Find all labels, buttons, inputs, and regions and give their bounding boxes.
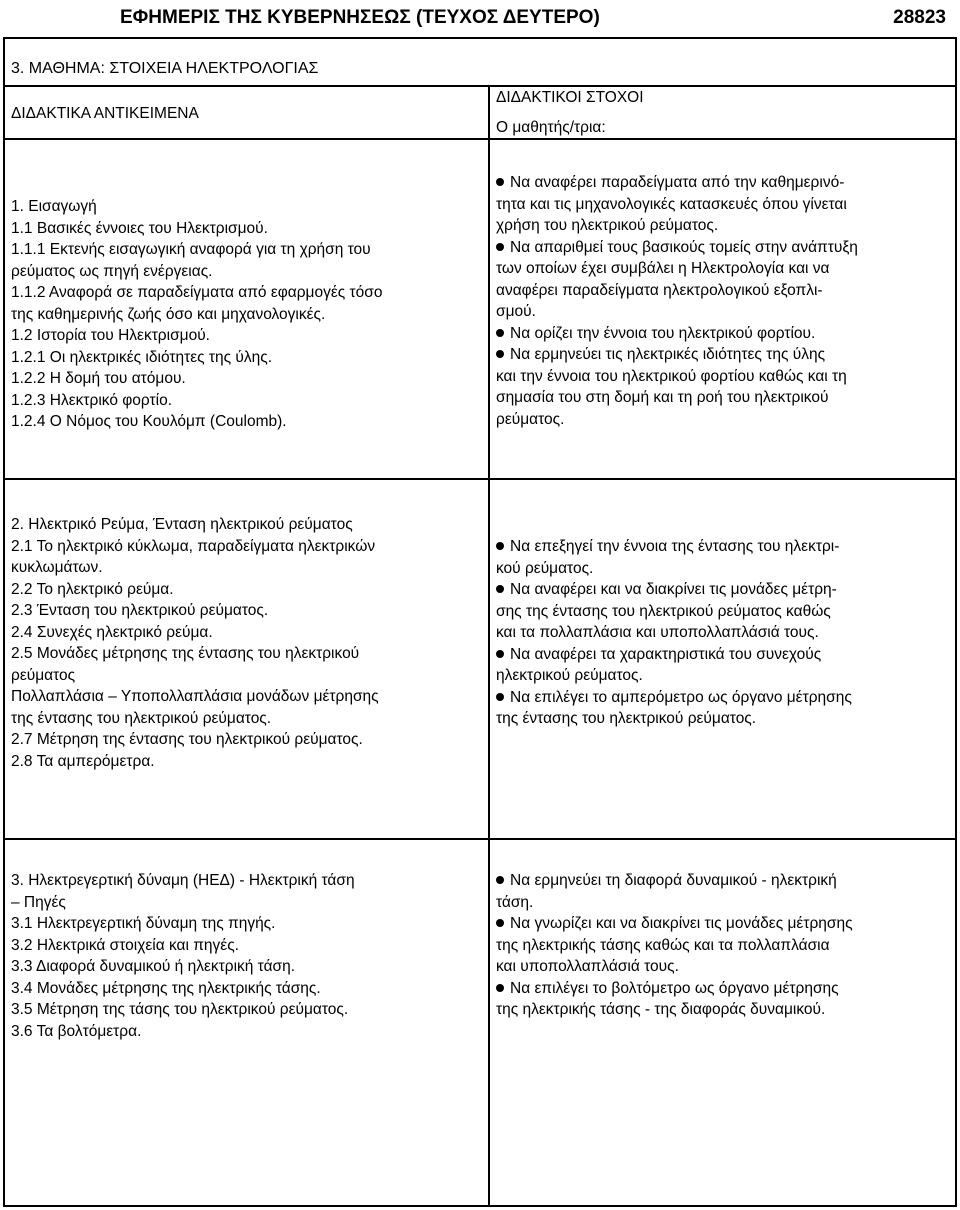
section-1-objectives-cell bbox=[489, 139, 956, 479]
objective-line bbox=[496, 708, 949, 730]
objective-text: της έντασης του ηλεκτρικού ρεύματος. bbox=[496, 710, 757, 727]
objective-text: των οποίων έχει συμβάλει η Ηλεκτρολογία και να bbox=[496, 260, 830, 277]
content-line: 2.2 Το ηλεκτρικό ρεύμα. bbox=[11, 580, 174, 598]
objective-text: Να αναφέρει τα χαρακτηριστικά του συνεχούς bbox=[510, 645, 822, 663]
content-line: 2.7 Μέτρηση της έντασης του ηλεκτρικού ρεύματος. bbox=[11, 731, 363, 748]
objective-line bbox=[496, 892, 949, 914]
objective-line bbox=[496, 978, 949, 1000]
objective-text: σμού. bbox=[496, 303, 536, 320]
objective-text: ρεύματος. bbox=[496, 410, 565, 428]
bullet-icon bbox=[496, 243, 504, 251]
page-number: 28823 bbox=[893, 7, 946, 28]
section-1-objectives bbox=[490, 140, 955, 430]
objective-text: Να επιλέγει το αμπερόμετρο ως όργανο μέτρησης bbox=[510, 688, 852, 706]
objective-line bbox=[496, 622, 949, 644]
objective-line bbox=[496, 366, 949, 388]
objective-text: και υποπολλαπλάσιά τους. bbox=[496, 958, 679, 975]
objective-line bbox=[496, 280, 949, 302]
content-line: 1.2.2 Η δομή του ατόμου. bbox=[11, 370, 186, 387]
left-heading-cell bbox=[4, 86, 489, 139]
objective-text: Να επεξηγεί την έννοια της έντασης του ηλεκτρι- bbox=[510, 538, 840, 555]
objective-line bbox=[496, 323, 949, 345]
left-column-heading: ΔΙΔΑΚΤΙΚΑ ΑΝΤΙΚΕΙΜΕΝΑ bbox=[11, 105, 199, 122]
content-line: 1.2.1 Οι ηλεκτρικές ιδιότητες της ύλης. bbox=[11, 348, 273, 366]
content-line: της έντασης του ηλεκτρικού ρεύματος. bbox=[11, 709, 272, 727]
objective-text: της ηλεκτρικής τάσης καθώς και τα πολλαπλάσια bbox=[496, 936, 830, 954]
objective-line bbox=[496, 601, 949, 623]
content-line: 2.5 Μονάδες μέτρησης της έντασης του ηλεκτρικού bbox=[11, 645, 360, 662]
objective-line bbox=[496, 558, 949, 580]
objective-line bbox=[496, 237, 949, 259]
content-line: 1.1.2 Αναφορά σε παραδείγματα από εφαρμογές τόσο bbox=[11, 284, 383, 301]
content-line: 3.2 Ηλεκτρικά στοιχεία και πηγές. bbox=[11, 936, 239, 954]
objective-line bbox=[496, 172, 949, 194]
objective-text: κού ρεύματος. bbox=[496, 559, 594, 577]
objective-line bbox=[496, 409, 949, 431]
objective-text: και την έννοια του ηλεκτρικού φορτίου καθώς και τη bbox=[496, 367, 847, 385]
objective-line bbox=[496, 687, 949, 709]
section-row-2 bbox=[4, 479, 956, 839]
bullet-icon bbox=[496, 919, 504, 927]
content-line: 1.2 Ιστορία του Ηλεκτρισμού. bbox=[11, 327, 210, 344]
objective-line bbox=[496, 644, 949, 666]
objective-line bbox=[496, 258, 949, 280]
right-heading-cell bbox=[489, 86, 956, 139]
bullet-icon bbox=[496, 329, 504, 337]
content-line: 2. Ηλεκτρικό Ρεύμα, Ένταση ηλεκτρικού ρεύματος bbox=[11, 516, 353, 533]
content-line: 2.4 Συνεχές ηλεκτρικό ρεύμα. bbox=[11, 623, 213, 641]
objective-line bbox=[496, 536, 949, 558]
objective-text: Να απαριθμεί τους βασικούς τομείς στην ανάπτυξη bbox=[510, 238, 858, 256]
section-3-content-cell bbox=[4, 839, 489, 1206]
content-line: ρεύματος ως πηγή ενέργειας. bbox=[11, 262, 213, 280]
objective-line bbox=[496, 215, 949, 237]
objective-text: Να αναφέρει παραδείγματα από την καθημερινό- bbox=[510, 174, 845, 191]
objective-line bbox=[496, 579, 949, 601]
content-line: ρεύματος bbox=[11, 666, 76, 684]
objective-text: Να γνωρίζει και να διακρίνει τις μονάδες μέτρησης bbox=[510, 915, 853, 932]
right-column-subheading: Ο μαθητής/τρια: bbox=[496, 118, 606, 136]
content-line: 2.8 Τα αμπερόμετρα. bbox=[11, 752, 155, 770]
curriculum-table bbox=[3, 37, 957, 1207]
section-2-content bbox=[5, 480, 488, 772]
content-line: 1.2.4 Ο Νόμος του Κουλόμπ (Coulomb). bbox=[11, 413, 287, 430]
objective-text: Να επιλέγει το βολτόμετρο ως όργανο μέτρησης bbox=[510, 979, 839, 997]
subject-row bbox=[4, 38, 956, 86]
objective-text: της ηλεκτρικής τάσης - της διαφοράς δυναμικού. bbox=[496, 1001, 826, 1018]
content-line: 1.1 Βασικές έννοιες του Ηλεκτρισμού. bbox=[11, 219, 268, 237]
subject-title: 3. ΜΑΘΗΜΑ: ΣΤΟΙΧΕΙΑ ΗΛΕΚΤΡΟΛΟΓΙΑΣ bbox=[11, 60, 319, 77]
section-row-1 bbox=[4, 139, 956, 479]
content-line: – Πηγές bbox=[11, 893, 66, 911]
objective-line bbox=[496, 999, 949, 1021]
objective-text: Να αναφέρει και να διακρίνει τις μονάδες μέτρη- bbox=[510, 581, 837, 598]
objective-line bbox=[496, 935, 949, 957]
objective-text: και τα πολλαπλάσια και υποπολλαπλάσιά τους. bbox=[496, 624, 819, 641]
column-heading-row bbox=[4, 86, 956, 139]
content-line: 2.3 Ένταση του ηλεκτρικού ρεύματος. bbox=[11, 602, 269, 619]
section-3-content bbox=[5, 840, 488, 1042]
objective-line bbox=[496, 301, 949, 323]
right-column-heading: ΔΙΔΑΚΤΙΚΟΙ ΣΤΟΧΟΙ bbox=[496, 89, 644, 106]
content-line: 1. Εισαγωγή bbox=[11, 198, 97, 215]
objective-text: Να ορίζει την έννοια του ηλεκτρικού φορτίου. bbox=[510, 324, 816, 342]
objective-line bbox=[496, 387, 949, 409]
objective-text: σης της έντασης του ηλεκτρικού ρεύματος καθώς bbox=[496, 602, 831, 620]
section-3-objectives bbox=[490, 840, 955, 1021]
objective-text: τάση. bbox=[496, 893, 534, 911]
content-line: 3.3 Διαφορά δυναμικού ή ηλεκτρική τάση. bbox=[11, 958, 296, 975]
content-line: 1.1.1 Εκτενής εισαγωγική αναφορά για τη χρήση του bbox=[11, 241, 371, 258]
objective-text: τητα και τις μηχανολογικές κατασκευές όπου γίνεται bbox=[496, 195, 847, 213]
objective-text: Να ερμηνεύει τη διαφορά δυναμικού - ηλεκτρική bbox=[510, 872, 837, 889]
objective-line bbox=[496, 665, 949, 687]
bullet-icon bbox=[496, 542, 504, 550]
page-header bbox=[0, 0, 960, 38]
section-2-content-cell bbox=[4, 479, 489, 839]
content-line: 3.5 Μέτρηση της τάσης του ηλεκτρικού ρεύματος. bbox=[11, 1001, 349, 1018]
objective-text: Να ερμηνεύει τις ηλεκτρικές ιδιότητες της ύλης bbox=[510, 346, 826, 363]
content-line: 3.1 Ηλεκτρεγερτική δύναμη της πηγής. bbox=[11, 915, 276, 932]
subject-cell bbox=[4, 38, 956, 86]
objective-text: αναφέρει παραδείγματα ηλεκτρολογικού εξοπλι- bbox=[496, 281, 823, 299]
objective-line bbox=[496, 194, 949, 216]
content-line: 1.2.3 Ηλεκτρικό φορτίο. bbox=[11, 391, 173, 409]
bullet-icon bbox=[496, 650, 504, 658]
content-line: 3. Ηλεκτρεγερτική δύναμη (ΗΕΔ) - Ηλεκτρική τάση bbox=[11, 872, 355, 889]
objective-line bbox=[496, 344, 949, 366]
objective-text: χρήση του ηλεκτρικού ρεύματος. bbox=[496, 217, 719, 234]
section-3-objectives-cell bbox=[489, 839, 956, 1206]
objective-line bbox=[496, 913, 949, 935]
content-line: Πολλαπλάσια – Υποπολλαπλάσια μονάδων μέτρησης bbox=[11, 688, 379, 705]
section-1-content-cell bbox=[4, 139, 489, 479]
bullet-icon bbox=[496, 585, 504, 593]
bullet-icon bbox=[496, 693, 504, 701]
content-line: 2.1 Το ηλεκτρικό κύκλωμα, παραδείγματα ηλεκτρικών bbox=[11, 537, 376, 555]
content-line: 3.6 Τα βολτόμετρα. bbox=[11, 1022, 142, 1040]
content-line: 3.4 Μονάδες μέτρησης της ηλεκτρικής τάσης. bbox=[11, 979, 321, 997]
objective-text: σημασία του στη δομή και τη ροή του ηλεκτρικού bbox=[496, 389, 829, 406]
objective-line bbox=[496, 956, 949, 978]
content-line: της καθημερινής ζωής όσο και μηχανολογικές. bbox=[11, 305, 326, 323]
bullet-icon bbox=[496, 178, 504, 186]
bullet-icon bbox=[496, 876, 504, 884]
bullet-icon bbox=[496, 984, 504, 992]
objective-text: ηλεκτρικού ρεύματος. bbox=[496, 667, 643, 684]
section-2-objectives bbox=[490, 480, 955, 730]
objective-line bbox=[496, 870, 949, 892]
gazette-title: ΕΦΗΜΕΡΙΣ ΤΗΣ ΚΥΒΕΡΝΗΣΕΩΣ (ΤΕΥΧΟΣ ΔΕΥΤΕΡΟ) bbox=[120, 7, 600, 28]
section-1-content bbox=[5, 140, 488, 433]
content-line: κυκλωμάτων. bbox=[11, 559, 103, 576]
section-2-objectives-cell bbox=[489, 479, 956, 839]
bullet-icon bbox=[496, 350, 504, 358]
section-row-3 bbox=[4, 839, 956, 1206]
